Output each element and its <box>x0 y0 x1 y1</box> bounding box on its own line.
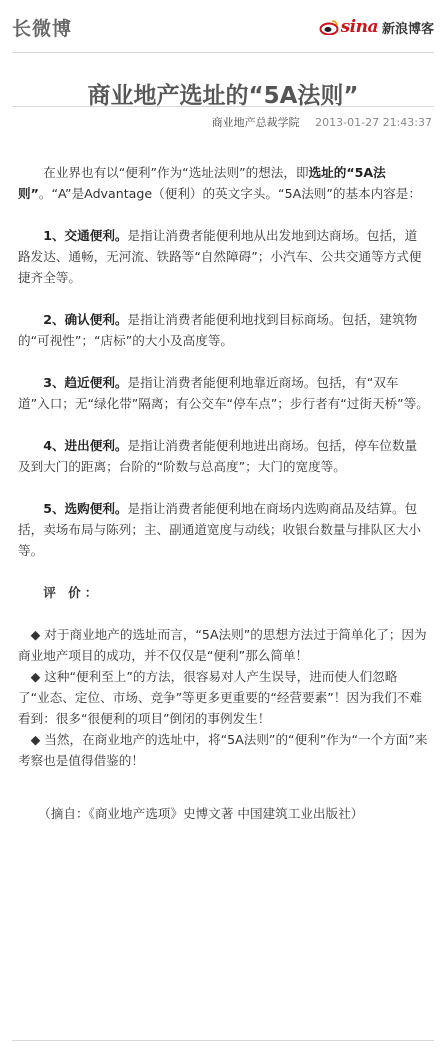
evaluation-item: ◆ 当然，在商业地产的选址中，将“5A法则”的“便利”作为“一个方面”来考察也是值得借鉴的！ <box>18 732 428 768</box>
header-divider <box>12 52 434 53</box>
article-title: 商业地产选址的“5A法则” <box>87 83 359 110</box>
rule-heading: 4、进出便利。 <box>43 438 128 453</box>
article-body <box>18 162 429 845</box>
intro-paragraph <box>18 162 429 204</box>
rule-heading: 1、交通便利。 <box>43 228 128 243</box>
intro-rest: 。“A”是Advantage（便利）的英文字头。“5A法则”的基本内容是： <box>38 186 422 201</box>
rule-paragraph <box>18 225 429 288</box>
rule-heading: 3、趋近便利。 <box>43 375 128 390</box>
intro-lead: 在业界也有以“便利”作为“选址法则”的想法，即 <box>43 165 309 180</box>
title-divider <box>12 106 434 107</box>
rule-paragraph <box>18 498 429 561</box>
rule-text: 是指让消费者能便利地靠近商场。包括，有“双车道”入口；无“绿化带”隔离；有公交车“停车点”；步行者有“过街天桥”等。 <box>18 375 429 411</box>
rule-heading: 2、确认便利。 <box>43 312 128 327</box>
rule-paragraph <box>18 435 429 477</box>
rule-text: 是指让消费者能便利地找到目标商场。包括，建筑物的“可视性”；“店标”的大小及高度等。 <box>18 312 418 348</box>
source-citation: （摘自：《商业地产选项》史博文著 中国建筑工业出版社） <box>38 806 364 821</box>
sina-wordmark: sina <box>340 17 378 37</box>
rule-text: 是指让消费者能便利地进出商场。包括，停车位数量及到大门的距离；台阶的“阶数与总高度”；大门的宽度等。 <box>18 438 418 474</box>
article-meta <box>212 114 432 130</box>
footer-divider <box>12 1040 434 1041</box>
sina-eye-icon <box>319 19 339 35</box>
rule-text: 是指让消费者能便利地在商场内选购商品及结算。包括，卖场布局与陈列；主、副通道宽度与动线；收银台数量与排队区大小等。 <box>18 501 421 558</box>
rule-text: 是指让消费者能便利地从出发地到达商场。包括，道路发达、通畅，无河流、铁路等“自然障碍”；小汽车、公共交通等方式便捷齐全等。 <box>18 228 422 285</box>
brand-label: 长微博 <box>12 18 73 40</box>
rule-heading: 5、选购便利。 <box>43 501 128 516</box>
publish-time: 2013-01-27 21:43:37 <box>315 116 432 129</box>
evaluation-item: ◆ 这种“便利至上”的方法，很容易对人产生误导，进而使人们忽略了“业态、定位、市场、竞争”等更多更重要的“经营要素”！因为我们不难看到：很多“很便利的项目”倒闭的事例发生！ <box>18 669 422 726</box>
sina-blog-label: 新浪博客 <box>381 21 434 37</box>
evaluation-heading: 评 价： <box>43 585 102 600</box>
sina-blog-logo[interactable] <box>319 16 434 38</box>
evaluation-item: ◆ 对于商业地产的选址而言，“5A法则”的思想方法过于简单化了；因为商业地产项目的成功，并不仅仅是“便利”那么简单！ <box>18 627 427 663</box>
intro-bold: 选址的“5A法则” <box>18 165 386 201</box>
top-bar <box>0 0 446 52</box>
rule-paragraph <box>18 309 429 351</box>
author-name: 商业地产总裁学院 <box>211 116 300 129</box>
rule-paragraph <box>18 372 429 414</box>
